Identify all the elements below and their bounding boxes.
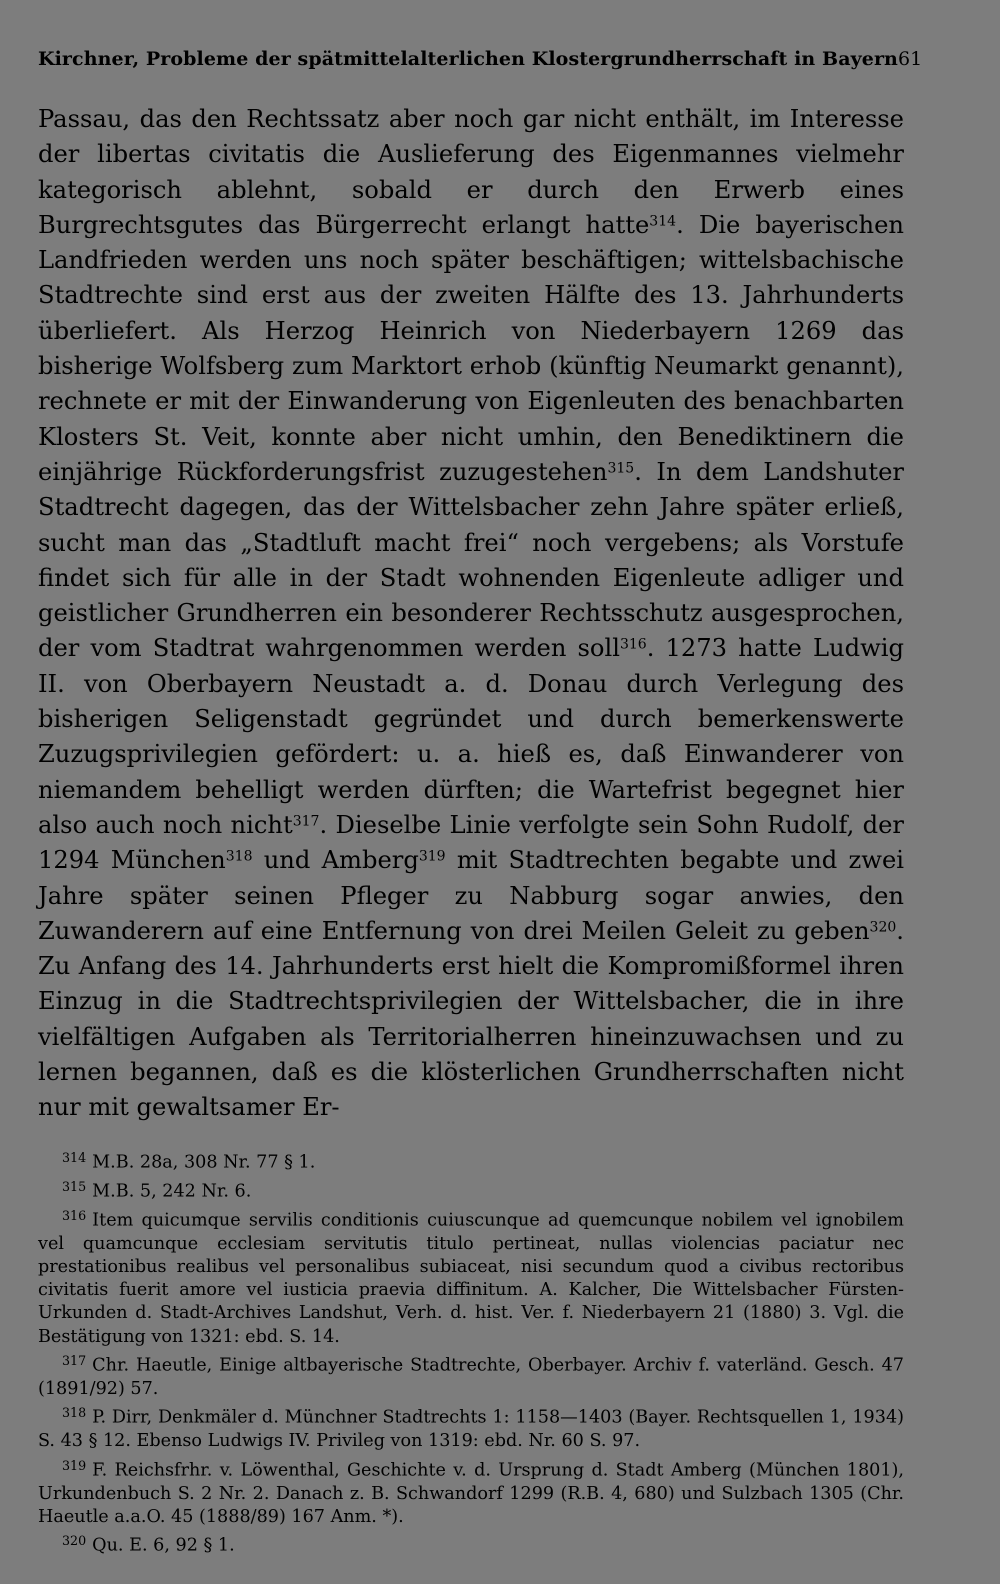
text-segment: . Zu Anfang des 14. Jahrhunderts erst hielt die Kompromißformel ihren Einzug in die Stadtrechtsprivilegien der Wittelsbacher, die in ihre vielfältigen Aufgaben als Territorialherren hineinzuwachsen und zu lernen begannen, daß es die klösterlichen Grundherrschaften nicht nur mit gewaltsamer Er-: [38, 916, 904, 1122]
text-segment: . 1273 hatte Ludwig II. von Oberbayern Neustadt a. d. Donau durch Verlegung des bisherigen Seligenstadt gegründet und durch bemerkenswerte Zuzugsprivilegien gefördert: u. a. hieß es, daß Einwanderer von niemandem behelligt werden dürften; die Wartefrist begegnet hier also auch noch nicht: [38, 634, 904, 839]
footnote-ref-316: 316: [619, 636, 647, 653]
footnote-number: 320: [62, 1533, 87, 1549]
footnote-text: Qu. E. 6, 92 § 1.: [92, 1535, 235, 1556]
footnote-text: Chr. Haeutle, Einige altbayerische Stadtrechte, Oberbayer. Archiv f. vaterländ. Gesch. 47 (1891/92) 57.: [38, 1355, 904, 1400]
main-text: [38, 102, 904, 1126]
footnote-ref-320: 320: [869, 919, 897, 936]
footnote-316: [38, 1204, 904, 1349]
footnote-text: Item quicumque servilis conditionis cuiuscunque ad quemcunque nobilem vel ignobilem vel quamcunque ecclesiam servitutis titulo pertineat, nullas violencias paciatur nec prestationibus realibus vel personalibus subiaceat, nisi secundum quod a civibus rectoribus civitatis fuerit amore vel iusticia praevia diffinitum. A. Kalcher, Die Wittelsbacher Fürsten-Urkunden d. Stadt-Archives Landshut, Verh. d. hist. Ver. f. Niederbayern 21 (1880) 3. Vgl. die Bestätigung von 1321: ebd. S. 14.: [38, 1210, 904, 1347]
footnote-ref-315: 315: [607, 460, 635, 477]
footnote-318: [38, 1401, 904, 1453]
text-segment: Passau, das den Rechtssatz aber noch gar nicht enthält, im Interesse der libertas civitatis die Auslieferung des Eigenmannes vielmehr kategorisch ablehnt, sobald er durch den Erwerb eines Burgrechtsgutes das Bürgerrecht erlangt hatte: [38, 105, 904, 239]
footnote-number: 319: [62, 1457, 87, 1473]
book-page: [38, 48, 923, 1558]
running-head: [38, 48, 923, 88]
footnote-315: [38, 1175, 904, 1204]
footnote-319: [38, 1454, 904, 1530]
footnote-317: [38, 1349, 904, 1401]
footnote-text: M.B. 5, 242 Nr. 6.: [92, 1181, 252, 1202]
page-number: 61: [897, 48, 923, 70]
text-segment: . In dem Landshuter Stadtrecht dagegen, das der Wittelsbacher zehn Jahre später erließ, sucht man das „Stadtluft macht frei“ noch vergebens; als Vorstufe findet sich für alle in der Stadt wohnenden Eigenleute adliger und geistlicher Grundherren ein besonderer Rechtsschutz ausgesprochen, der vom Stadtrat wahrgenommen werden soll: [38, 457, 904, 663]
text-segment: . Dieselbe Linie verfolgte sein Sohn Rudolf, der 1294 München: [38, 810, 904, 875]
footnote-number: 318: [62, 1405, 87, 1421]
footnote-number: 315: [62, 1178, 87, 1194]
text-segment: mit Stadtrechten begabte und zwei Jahre später seinen Pfleger zu Nabburg sogar anwies, den Zuwanderern auf eine Entfernung von drei Meilen Geleit zu geben: [38, 846, 905, 945]
footnote-number: 317: [62, 1353, 87, 1369]
footnote-ref-317: 317: [292, 813, 320, 830]
footnote-text: P. Dirr, Denkmäler d. Münchner Stadtrechts 1: 1158—1403 (Bayer. Rechtsquellen 1, 1934) S. 43 § 12. Ebenso Ludwigs IV. Privileg von 1319: ebd. Nr. 60 S. 97.: [38, 1408, 904, 1452]
footnote-314: [38, 1146, 904, 1175]
footnote-320: [38, 1529, 904, 1558]
footnote-number: 316: [62, 1207, 87, 1223]
running-title: Kirchner, Probleme der spätmittelalterlichen Klostergrundherrschaft in Bayern: [38, 48, 898, 70]
text-segment: . Die bayerischen Landfrieden werden uns noch später beschäftigen; wittelsbachische Stadtrechte sind erst aus der zweiten Hälfte des 13. Jahrhunderts überliefert. Als Herzog Heinrich von Niederbayern 1269 das bisherige Wolfsberg zum Marktort erhob (künftig Neumarkt genannt), rechnete er mit der Einwanderung von Eigenleuten des benachbarten Klosters St. Veit, konnte aber nicht umhin, den Benediktinern die einjährige Rückforderungsfrist zuzugestehen: [38, 210, 904, 486]
footnote-text: F. Reichsfrhr. v. Löwenthal, Geschichte v. d. Ursprung d. Stadt Amberg (München 1801), Urkundenbuch S. 2 Nr. 2. Danach z. B. Schwandorf 1299 (R.B. 4, 680) und Sulzbach 1305 (Chr. Haeutle a.a.O. 45 (1888/89) 167 Anm. *).: [38, 1460, 904, 1527]
footnote-text: M.B. 28a, 308 Nr. 77 § 1.: [92, 1152, 316, 1173]
footnote-number: 314: [62, 1149, 87, 1165]
footnote-ref-318: 318: [225, 848, 253, 865]
footnotes: [38, 1146, 904, 1559]
text-segment: und Amberg: [252, 846, 419, 875]
footnote-ref-319: 319: [418, 848, 446, 865]
footnote-ref-314: 314: [649, 213, 677, 230]
